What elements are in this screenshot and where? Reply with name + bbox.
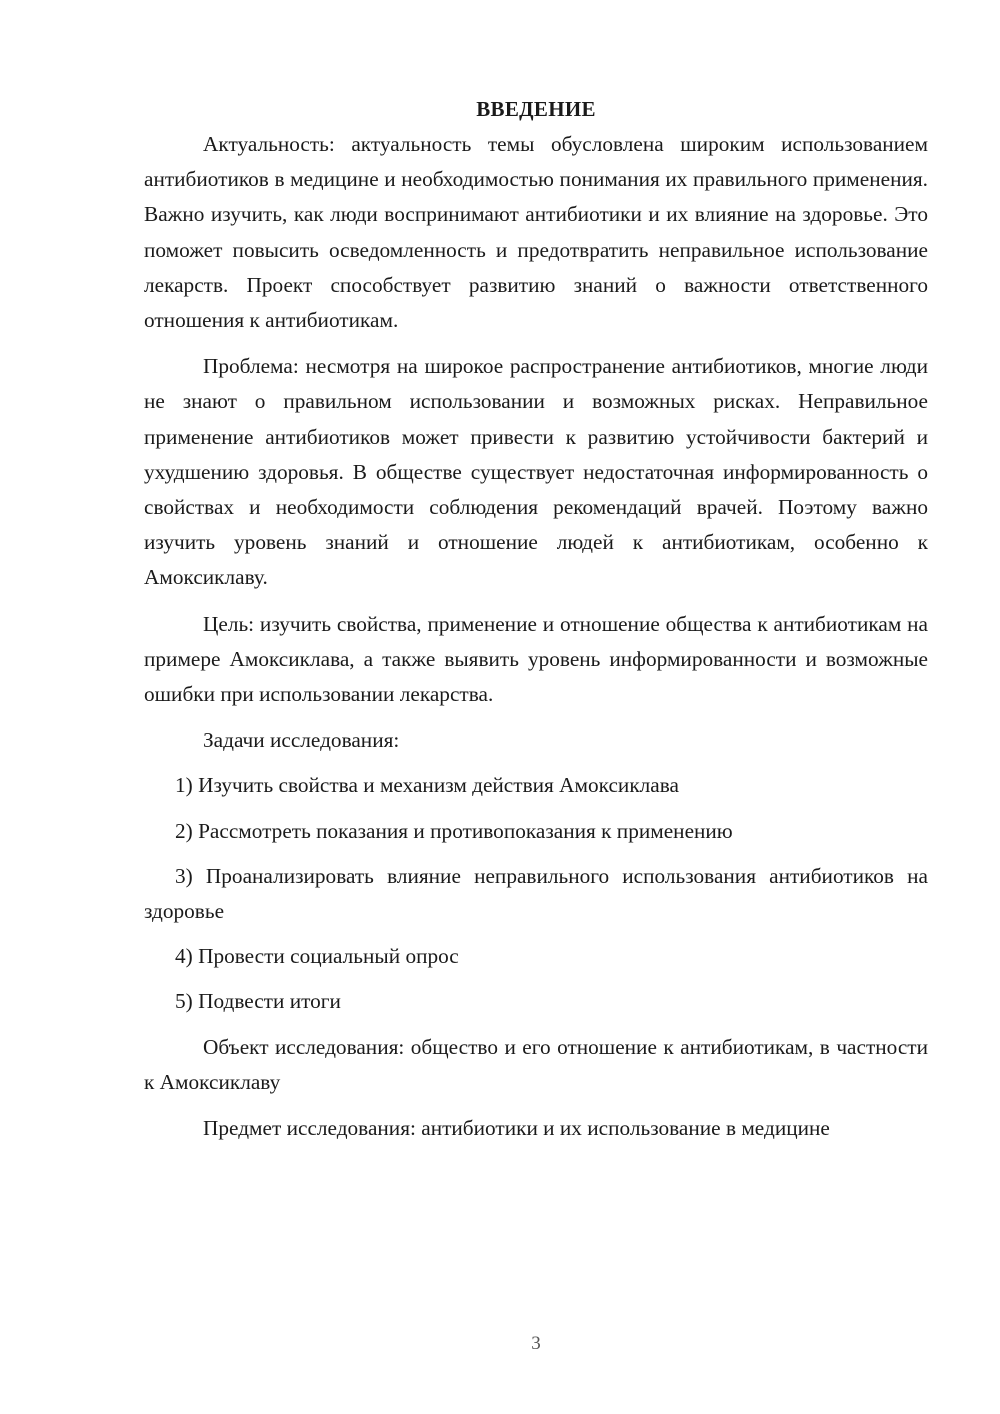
list-item: 2) Рассмотреть показания и противопоказания к применению (175, 818, 733, 843)
paragraph-relevance: Актуальность: актуальность темы обусловлена широким использованием антибиотиков в медицине и необходимостью понимания их правильного применения. Важно изучить, как люди воспринимают антибиотики и их влияние на здоровье. Это поможет повысить осведомленность и предотвратить неправильное использование лекарств. Проект способствует развитию знаний о важности ответственного отношения к антибиотикам. (144, 132, 928, 333)
list-item: 1) Изучить свойства и механизм действия Амоксиклава (175, 773, 679, 798)
tasks-list (144, 768, 928, 1019)
paragraph-problem: Проблема: несмотря на широкое распространение антибиотиков, многие люди не знают о правильном использовании и возможных рисках. Неправильное применение антибиотиков может привести к развитию устойчивости бактерий и ухудшению здоровья. В обществе существует недостаточная информированность о свойствах и необходимости соблюдения рекомендаций врачей. Поэтому важно изучить уровень знаний и отношение людей к антибиотикам, особенно к Амоксиклаву. (144, 354, 928, 590)
document-title: ВВЕДЕНИЕ (476, 97, 596, 121)
page-number: 3 (531, 1333, 541, 1354)
list-item: 3) Проанализировать влияние неправильного использования антибиотиков на здоровье (144, 863, 928, 924)
paragraph-object: Объект исследования: общество и его отношение к антибиотикам, в частности к Амоксиклаву (144, 1034, 928, 1094)
document-page (144, 92, 928, 1157)
list-item: 4) Провести социальный опрос (175, 944, 459, 969)
paragraph-subject: Предмет исследования: антибиотики и их использование в медицине (203, 1116, 830, 1141)
list-item: 5) Подвести итоги (175, 989, 341, 1014)
paragraph-goal: Цель: изучить свойства, применение и отношение общества к антибиотикам на примере Амоксиклава, а также выявить уровень информированности и возможные ошибки при использовании лекарства. (144, 611, 928, 707)
tasks-heading: Задачи исследования: (203, 728, 400, 753)
